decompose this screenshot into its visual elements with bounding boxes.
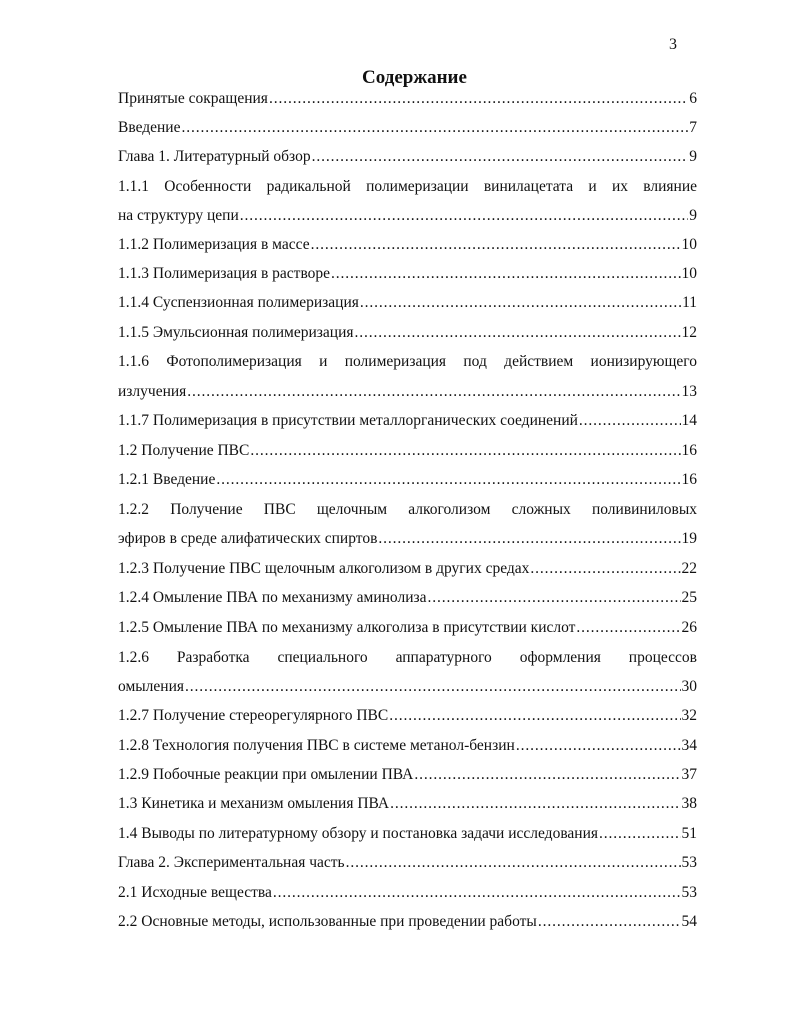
toc-entry: 1.2.8 Технология получения ПВС в системе метанол-бензин . . . 34 xyxy=(118,737,697,759)
toc-entry: 1.1.3 Полимеризация в растворе . . . 10 xyxy=(118,265,697,287)
toc-entry: Глава 2. Экспериментальная часть . . . 53 xyxy=(118,854,697,876)
toc-entry: 2.1 Исходные вещества . . . 53 xyxy=(118,884,697,906)
toc-entry: 1.1.7 Полимеризация в присутствии металлорганических соединений . . . 14 xyxy=(118,412,697,434)
toc-entry: 1.2.5 Омыление ПВА по механизму алкоголиза в присутствии кислот . . . 26 xyxy=(118,619,697,641)
toc-entry: омыления . . . 30 xyxy=(118,678,697,700)
toc-entry: 1.1.5 Эмульсионная полимеризация . . . 12 xyxy=(118,324,697,346)
toc-entry: излучения . . . 13 xyxy=(118,383,697,405)
toc-entry: 1.2.9 Побочные реакции при омылении ПВА . . . 37 xyxy=(118,766,697,788)
toc-entry: 1.1.2 Полимеризация в массе . . . 10 xyxy=(118,236,697,258)
toc-entry: 1.1.4 Суспензионная полимеризация . . . 11 xyxy=(118,294,697,316)
toc-entry: 1.2.3 Получение ПВС щелочным алкоголизом в других средах . . . 22 xyxy=(118,560,697,582)
toc-entry-line1: 1.1.1 Особенности радикальной полимеризации винилацетата и их влияние xyxy=(118,178,697,195)
page-number: 3 xyxy=(669,36,677,53)
toc-entry: Введение . . . 7 xyxy=(118,119,697,141)
toc-entry: Принятые сокращения . . . 6 xyxy=(118,90,697,112)
toc-entry-line1: 1.1.6 Фотополимеризация и полимеризация под действием ионизирующего xyxy=(118,353,697,370)
toc-entry: 1.3 Кинетика и механизм омыления ПВА . . . 38 xyxy=(118,795,697,817)
toc-entry-line1: 1.2.2 Получение ПВС щелочным алкоголизом сложных поливиниловых xyxy=(118,501,697,518)
toc-entry: 1.2 Получение ПВС . . . 16 xyxy=(118,442,697,464)
toc-entry: 2.2 Основные методы, использованные при проведении работы . . . 54 xyxy=(118,913,697,935)
page-title: Содержание xyxy=(362,67,467,88)
toc-entry: 1.2.7 Получение стереорегулярного ПВС . . . 32 xyxy=(118,707,697,729)
toc-entry: 1.4 Выводы по литературному обзору и постановка задачи исследования . . . 51 xyxy=(118,825,697,847)
toc-entry: 1.2.1 Введение . . . 16 xyxy=(118,471,697,493)
toc-entry-line1: 1.2.6 Разработка специального аппаратурного оформления процессов xyxy=(118,649,697,666)
toc-entry: эфиров в среде алифатических спиртов . . . 19 xyxy=(118,530,697,552)
toc-entry: 1.2.4 Омыление ПВА по механизму аминолиза . . . 25 xyxy=(118,589,697,611)
toc-entry: на структуру цепи . . . 9 xyxy=(118,207,697,229)
toc-entry: Глава 1. Литературный обзор . . . 9 xyxy=(118,148,697,170)
